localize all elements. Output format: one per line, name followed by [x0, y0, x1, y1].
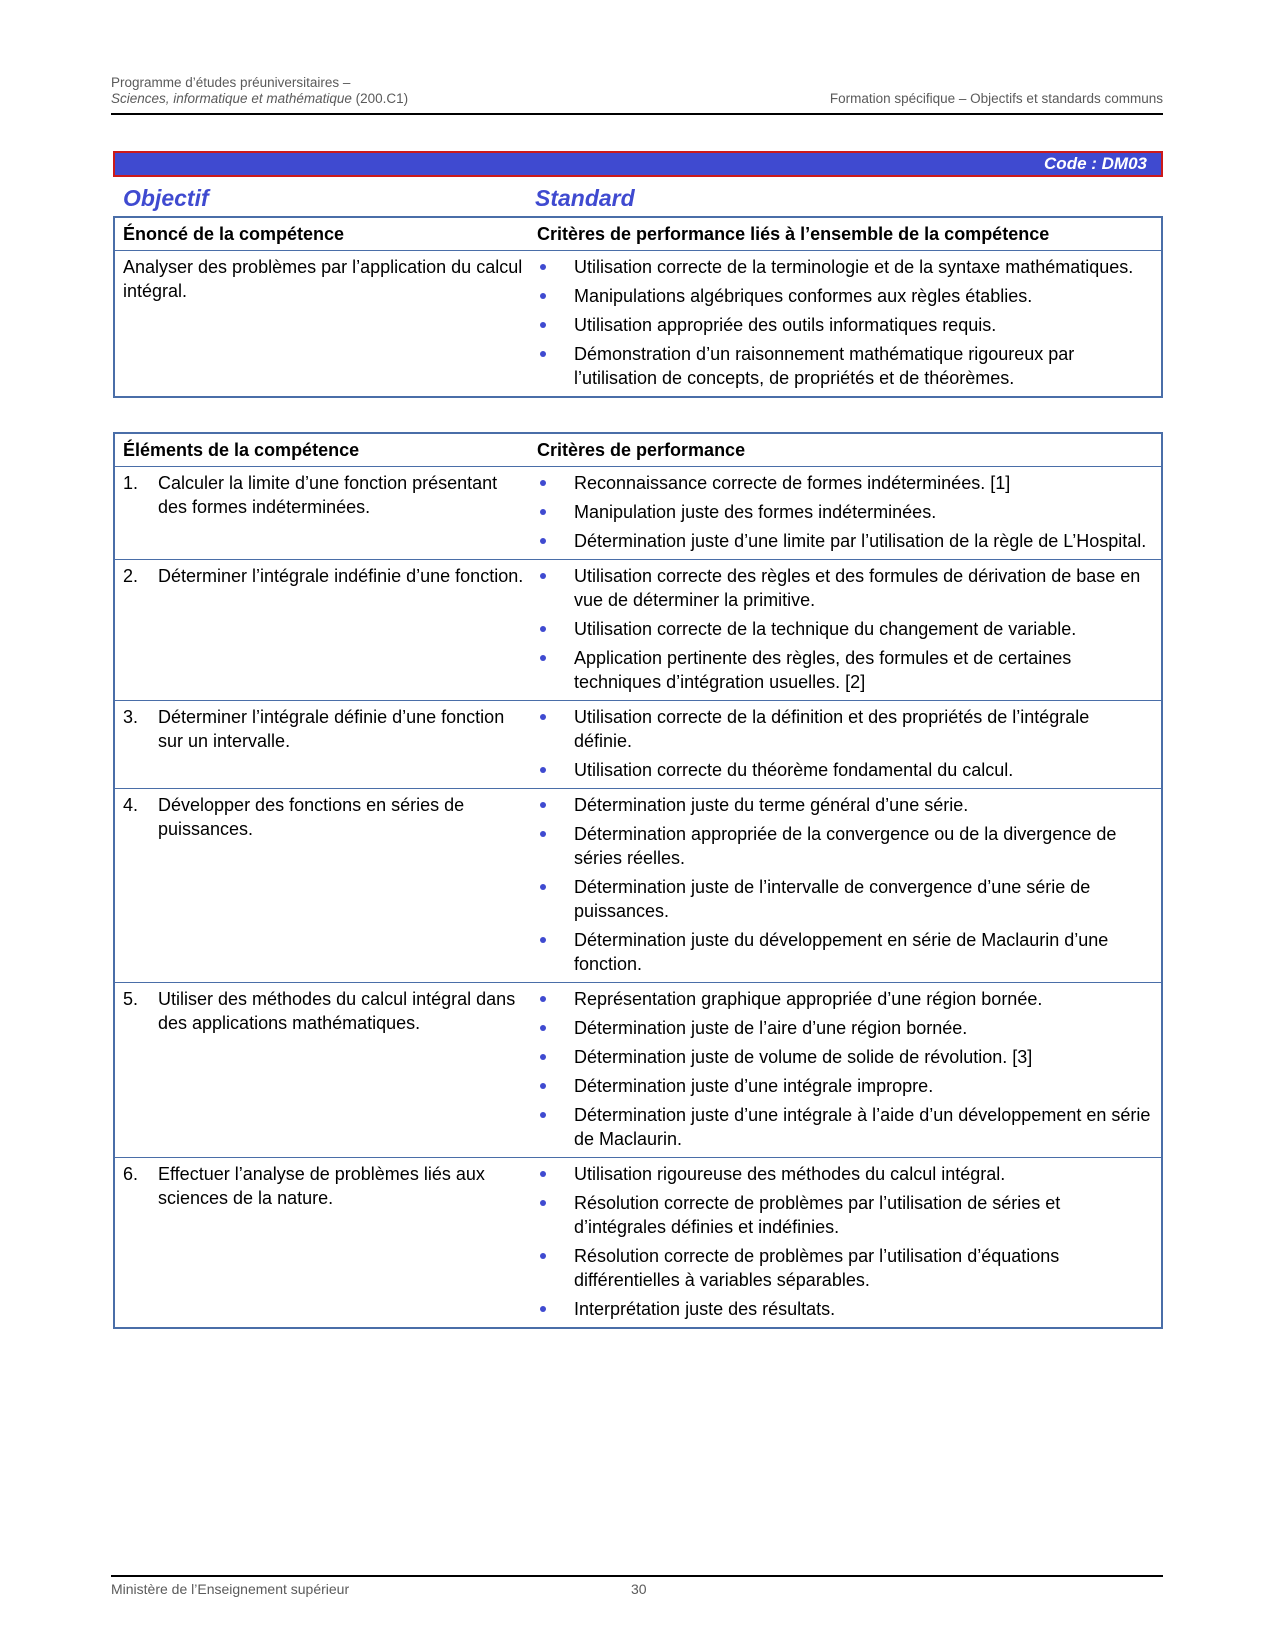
critere-item: Représentation graphique appropriée d’une région bornée. [537, 987, 1151, 1011]
competence-row [115, 250, 1161, 396]
critere-item: Résolution correcte de problèmes par l’utilisation de séries et d’intégrales définies et indéfinies. [537, 1191, 1151, 1239]
critere-item: Détermination appropriée de la convergence ou de la divergence de séries réelles. [537, 822, 1151, 870]
element-row [115, 982, 1161, 1157]
program-type: Programme d’études préuniversitaires – [111, 75, 351, 90]
critere-item: Manipulation juste des formes indéterminées. [537, 500, 1151, 524]
criteres-list [537, 705, 1151, 782]
criteres-list [537, 564, 1151, 694]
criteres-list [537, 987, 1151, 1151]
element-row [115, 700, 1161, 788]
critere-item: Utilisation correcte de la définition et des propriétés de l’intégrale définie. [537, 705, 1151, 753]
critere-item: Détermination juste d’une intégrale à l’aide d’un développement en série de Maclaurin. [537, 1103, 1151, 1151]
competence-header-row [115, 218, 1161, 250]
enonce-header: Énoncé de la compétence [123, 224, 345, 244]
element-row [115, 1157, 1161, 1327]
elements-table [113, 432, 1163, 1329]
header-rule [111, 113, 1163, 115]
critere-item: Interprétation juste des résultats. [537, 1297, 1151, 1321]
element-number: 5. [123, 989, 139, 1009]
critere-item: Utilisation correcte de la terminologie et de la syntaxe mathématiques. [537, 255, 1151, 279]
critere-item: Détermination juste d’une limite par l’utilisation de la règle de L’Hospital. [537, 529, 1151, 553]
elements-header: Éléments de la compétence [123, 440, 360, 460]
critere-item: Reconnaissance correcte de formes indéterminées. [1] [537, 471, 1151, 495]
element-text: Développer des fonctions en séries de puissances. [158, 795, 465, 839]
criteres-header: Critères de performance [537, 440, 746, 460]
criteres-list [537, 793, 1151, 976]
element-row [115, 788, 1161, 982]
element-text: Utiliser des méthodes du calcul intégral dans des applications mathématiques. [158, 989, 516, 1033]
critere-item: Utilisation correcte du théorème fondamental du calcul. [537, 758, 1151, 782]
critere-item: Utilisation correcte de la technique du changement de variable. [537, 617, 1151, 641]
section-label: Formation spécifique – Objectifs et standards communs [829, 91, 1163, 106]
competence-table [113, 216, 1163, 398]
critere-item: Utilisation rigoureuse des méthodes du calcul intégral. [537, 1162, 1151, 1186]
critere-item: Détermination juste de volume de solide de révolution. [3] [537, 1045, 1151, 1069]
element-number: 6. [123, 1164, 139, 1184]
code-label: Code : DM03 [1044, 154, 1147, 173]
objectif-title: Objectif [123, 185, 209, 211]
element-row [115, 466, 1161, 559]
program-title: Sciences, informatique et mathématique [111, 91, 352, 106]
page-number: 30 [631, 1581, 647, 1597]
enonce-text: Analyser des problèmes par l’application du calcul intégral. [123, 257, 523, 301]
element-row [115, 559, 1161, 700]
critere-item: Détermination juste du développement en série de Maclaurin d’une fonction. [537, 928, 1151, 976]
criteres-list [537, 471, 1151, 553]
critere-item: Détermination juste de l’aire d’une région bornée. [537, 1016, 1151, 1040]
element-number: 2. [123, 566, 139, 586]
critere-item: Utilisation appropriée des outils informatiques requis. [537, 313, 1151, 337]
program-name [111, 91, 408, 106]
critere-item: Détermination juste du terme général d’une série. [537, 793, 1151, 817]
critere-item: Utilisation correcte des règles et des formules de dérivation de base en vue de déterminer la primitive. [537, 564, 1151, 612]
critere-item: Application pertinente des règles, des formules et de certaines techniques d’intégration usuelles. [2] [537, 646, 1151, 694]
element-number: 4. [123, 795, 139, 815]
page-header [111, 75, 1163, 106]
element-text: Effectuer l’analyse de problèmes liés aux sciences de la nature. [158, 1164, 485, 1208]
criteres-ensemble-header: Critères de performance liés à l’ensemble de la compétence [537, 224, 1050, 244]
standard-title: Standard [535, 185, 635, 211]
elements-header-row [115, 434, 1161, 466]
program-code: (200.C1) [355, 91, 409, 106]
element-number: 1. [123, 473, 139, 493]
element-text: Déterminer l’intégrale indéfinie d’une fonction. [158, 566, 524, 586]
element-number: 3. [123, 707, 139, 727]
footer-rule [111, 1575, 1163, 1577]
criteres-list [537, 255, 1151, 390]
page-footer [111, 1581, 651, 1597]
critere-item: Détermination juste d’une intégrale impropre. [537, 1074, 1151, 1098]
code-bar [113, 151, 1163, 177]
element-text: Calculer la limite d’une fonction présentant des formes indéterminées. [158, 473, 498, 517]
critere-item: Manipulations algébriques conformes aux règles établies. [537, 284, 1151, 308]
critere-item: Détermination juste de l’intervalle de convergence d’une série de puissances. [537, 875, 1151, 923]
element-text: Déterminer l’intégrale définie d’une fonction sur un intervalle. [158, 707, 505, 751]
critere-item: Résolution correcte de problèmes par l’utilisation d’équations différentielles à variables séparables. [537, 1244, 1151, 1292]
ministry-name: Ministère de l’Enseignement supérieur [111, 1581, 350, 1597]
critere-item: Démonstration d’un raisonnement mathématique rigoureux par l’utilisation de concepts, de propriétés et de théorèmes. [537, 342, 1151, 390]
criteres-list [537, 1162, 1151, 1321]
